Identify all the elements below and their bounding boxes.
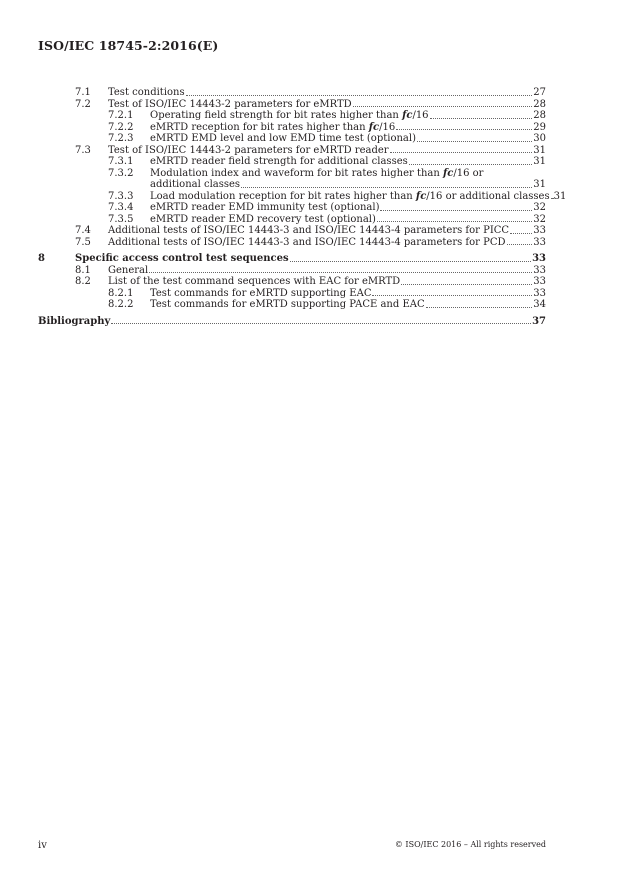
leader-dots — [290, 253, 531, 262]
leader-dots — [551, 191, 553, 200]
toc-entry-7-1[interactable] — [0, 87, 620, 99]
toc-title: eMRTD reader EMD immunity test (optional) — [150, 202, 380, 213]
toc-title: Modulation index and waveform for bit rates higher than fc/16 or — [150, 167, 484, 179]
toc-page: 37 — [532, 315, 546, 327]
toc-title-line2: additional classes — [150, 179, 241, 190]
toc-entry-7-2-1[interactable] — [0, 110, 620, 122]
toc-number: 7.2.2 — [108, 121, 134, 133]
toc-title: Test of ISO/IEC 14443-2 parameters for eMRTD reader — [108, 144, 389, 156]
toc-title: Operating field strength for bit rates higher than fc/16 — [150, 110, 429, 121]
toc-entry-7-2-2[interactable] — [0, 122, 620, 134]
toc-entry-7-3-3[interactable] — [0, 191, 620, 203]
toc-title: Bibliography — [38, 315, 111, 327]
leader-dots — [111, 316, 531, 325]
toc-page: 30 — [533, 133, 546, 144]
leader-dots — [149, 265, 532, 274]
toc-entry-7-3-5[interactable] — [0, 214, 620, 226]
table-of-contents — [0, 87, 620, 327]
toc-entry-7-2[interactable] — [0, 99, 620, 111]
toc-number: 7.3 — [75, 144, 91, 156]
toc-entry-8[interactable] — [0, 253, 620, 265]
toc-entry-7-3-1[interactable] — [0, 156, 620, 168]
leader-dots — [186, 87, 533, 96]
document-id-header: ISO/IEC 18745-2:2016(E) — [38, 38, 219, 53]
toc-page: 31 — [533, 144, 546, 156]
leader-dots — [417, 133, 532, 142]
toc-title: Test commands for eMRTD supporting PACE and EAC — [150, 299, 425, 310]
leader-dots — [426, 299, 533, 308]
toc-number: 7.2.1 — [108, 110, 134, 121]
toc-entry-7-3-2-continued[interactable] — [0, 179, 620, 191]
page-number: iv — [38, 840, 47, 851]
toc-page: 28 — [533, 110, 546, 121]
leader-dots — [377, 214, 532, 223]
toc-entry-7-3[interactable] — [0, 145, 620, 157]
toc-entry-bibliography[interactable] — [0, 316, 620, 328]
leader-dots — [409, 156, 533, 165]
toc-entry-7-3-4[interactable] — [0, 202, 620, 214]
leader-dots — [507, 237, 533, 246]
copyright-notice: © ISO/IEC 2016 – All rights reserved — [394, 840, 546, 849]
leader-dots — [380, 202, 532, 211]
toc-number: 7.3.4 — [108, 202, 134, 213]
leader-dots — [390, 145, 533, 154]
toc-number: 7.5 — [75, 236, 91, 248]
toc-entry-8-2[interactable] — [0, 276, 620, 288]
toc-title: Test of ISO/IEC 14443-2 parameters for eMRTD — [108, 98, 352, 110]
toc-title: Additional tests of ISO/IEC 14443-3 and ISO/IEC 14443-4 parameters for PICC — [108, 225, 510, 236]
toc-number: 7.3.3 — [108, 190, 134, 202]
leader-dots — [510, 225, 532, 234]
toc-number: 8.2 — [75, 276, 91, 287]
toc-page: 31 — [533, 156, 546, 167]
toc-entry-7-3-2[interactable] — [0, 168, 620, 180]
toc-title: Test commands for eMRTD supporting EAC — [150, 287, 372, 299]
toc-page: 27 — [533, 87, 546, 98]
toc-title: Test conditions — [108, 87, 185, 98]
toc-title: List of the test command sequences with EAC for eMRTD — [108, 276, 401, 287]
leader-dots — [396, 122, 532, 131]
toc-title: Load modulation reception for bit rates higher than fc/16 or additional classes — [150, 190, 550, 202]
toc-number: 8.2.2 — [108, 299, 134, 310]
toc-number: 7.1 — [75, 87, 91, 98]
toc-number: 7.2.3 — [108, 133, 134, 144]
toc-title: Additional tests of ISO/IEC 14443-3 and ISO/IEC 14443-4 parameters for PCD — [108, 236, 506, 248]
toc-page: 31 — [533, 179, 546, 190]
toc-page: 31 — [553, 190, 567, 202]
toc-entry-8-1[interactable] — [0, 265, 620, 277]
toc-entry-7-5[interactable] — [0, 237, 620, 249]
toc-title: eMRTD reader EMD recovery test (optional) — [150, 213, 376, 225]
toc-number: 7.3.5 — [108, 213, 134, 225]
toc-number: 7.3.2 — [108, 167, 134, 179]
toc-page: 33 — [533, 264, 546, 276]
toc-page: 33 — [533, 225, 546, 236]
toc-entry-8-2-2[interactable] — [0, 299, 620, 311]
toc-number: 8.1 — [75, 264, 91, 276]
toc-entry-7-2-3[interactable] — [0, 133, 620, 145]
toc-entry-8-2-1[interactable] — [0, 288, 620, 300]
toc-number: 8 — [38, 253, 45, 264]
toc-page: 29 — [533, 121, 546, 133]
toc-page: 33 — [533, 236, 546, 248]
leader-dots — [241, 179, 532, 188]
toc-page: 33 — [533, 287, 546, 299]
toc-title: Specific access control test sequences — [75, 253, 289, 264]
toc-title: eMRTD reader field strength for additional classes — [150, 156, 408, 167]
toc-page: 34 — [533, 299, 546, 310]
toc-title: eMRTD EMD level and low EMD time test (optional) — [150, 133, 416, 144]
toc-page: 32 — [533, 202, 546, 213]
leader-dots — [430, 110, 533, 119]
toc-number: 7.3.1 — [108, 156, 134, 167]
toc-number: 7.2 — [75, 98, 91, 110]
toc-entry-7-4[interactable] — [0, 225, 620, 237]
toc-number: 7.4 — [75, 225, 91, 236]
leader-dots — [353, 99, 533, 108]
toc-title: General — [108, 264, 149, 276]
toc-page: 32 — [533, 213, 546, 225]
toc-page: 33 — [532, 253, 546, 264]
leader-dots — [372, 288, 532, 297]
toc-number: 8.2.1 — [108, 287, 134, 299]
toc-page: 28 — [533, 98, 546, 110]
toc-page: 33 — [533, 276, 546, 287]
leader-dots — [401, 276, 532, 285]
toc-title: eMRTD reception for bit rates higher than fc/16 — [150, 121, 396, 133]
